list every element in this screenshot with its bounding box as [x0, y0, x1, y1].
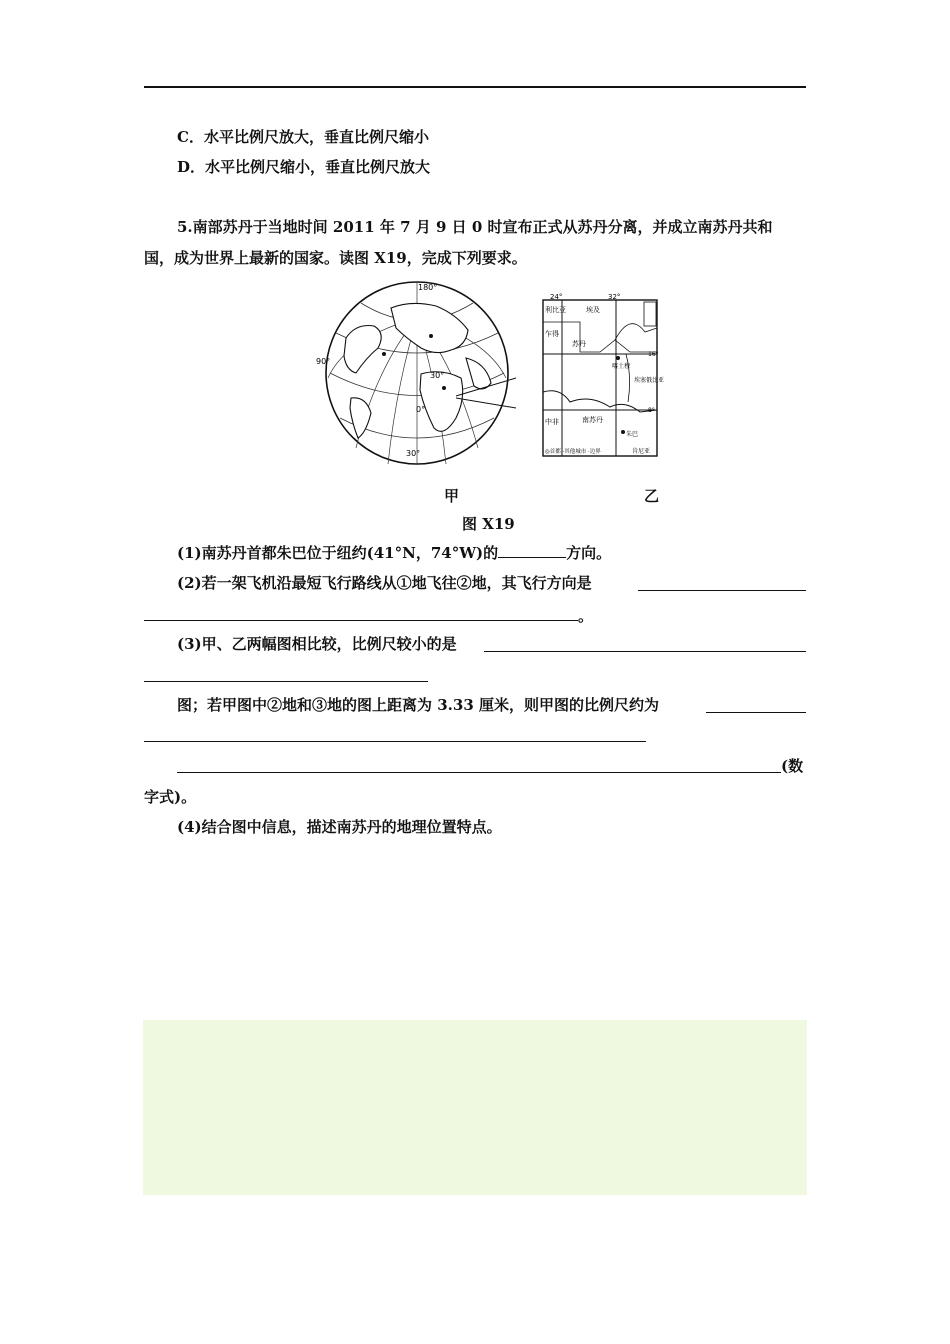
globe-label-30n: 30°	[430, 371, 445, 380]
figure-label-jia: 甲	[444, 487, 460, 505]
part3-scale-blank-1[interactable]	[706, 712, 806, 713]
option-d: D．水平比例尺缩小，垂直比例尺放大	[177, 158, 431, 176]
part3-scale-text: 图；若甲图中②地和③地的图上距离为 3.33 厘米，则甲图的比例尺约为	[177, 696, 659, 714]
part2-end-mark: 。	[578, 607, 594, 625]
map-legend: ◎首都 ·其他城市 ·边界	[545, 449, 601, 455]
option-c: C．水平比例尺放大，垂直比例尺缩小	[177, 128, 429, 146]
part3-wrap: 字式)。	[144, 788, 197, 806]
globe-label-0: 0°	[416, 405, 426, 414]
part1-text-after: 方向。	[566, 544, 612, 562]
map-label-16: 16°	[648, 351, 659, 358]
header-rule	[144, 86, 806, 88]
globe-label-30s: 30°	[406, 449, 421, 458]
map-label-chad: 乍得	[545, 330, 559, 338]
question5-part1	[144, 542, 806, 563]
figure-caption: 图 X19	[462, 515, 515, 533]
map-label-24: 24°	[550, 293, 563, 301]
map-label-car: 中非	[545, 418, 559, 426]
part2-text-before: (2)若一架飞机沿最短飞行路线从①地飞往②地，其飞行方向是	[177, 574, 592, 592]
part2-answer-blank-2[interactable]	[144, 620, 578, 621]
map-label-south-sudan: 南苏丹	[582, 416, 603, 424]
part2-answer-blank-1[interactable]	[638, 590, 806, 591]
figure-jia-globe	[316, 278, 516, 468]
figure-yi-map	[540, 292, 665, 458]
part3-suffix: (数	[781, 757, 804, 775]
question5-intro-line2: 国，成为世界上最新的国家。读图 X19，完成下列要求。	[144, 249, 527, 267]
part1-answer-blank[interactable]	[498, 542, 566, 558]
part3-text-before: (3)甲、乙两幅图相比较，比例尺较小的是	[177, 635, 457, 653]
map-label-sudan: 苏丹	[572, 340, 586, 348]
map-label-libya: 利比亚	[545, 306, 566, 314]
part1-text-before: (1)南苏丹首都朱巴位于纽约(41°N，74°W)的	[177, 544, 499, 562]
part3-answer-blank-2[interactable]	[144, 681, 428, 682]
figure-label-yi: 乙	[644, 487, 660, 505]
globe-label-180: 180°	[418, 283, 438, 292]
map-label-kenya: 肯尼亚	[632, 448, 651, 455]
map-label-8: 8°	[648, 407, 655, 414]
map-label-egypt: 埃及	[586, 306, 600, 314]
question5-part4: (4)结合图中信息，描述南苏丹的地理位置特点。	[177, 818, 502, 836]
map-label-ethiopia: 埃塞俄比亚	[634, 377, 665, 384]
part3-scale-blank-2[interactable]	[144, 741, 646, 742]
map-label-khartoum: 喀土穆	[612, 363, 631, 370]
globe-label-90: 90°	[316, 357, 331, 366]
map-label-juba: 朱巴	[626, 431, 639, 438]
question5-intro-line1: 5.南部苏丹于当地时间 2011 年 7 月 9 日 0 时宣布正式从苏丹分离，并成立南苏丹共和	[177, 218, 773, 236]
map-label-32: 32°	[608, 293, 621, 301]
part3-scale-blank-3[interactable]	[177, 772, 781, 773]
answer-area[interactable]	[143, 1020, 807, 1195]
part3-answer-blank-1[interactable]	[484, 651, 806, 652]
